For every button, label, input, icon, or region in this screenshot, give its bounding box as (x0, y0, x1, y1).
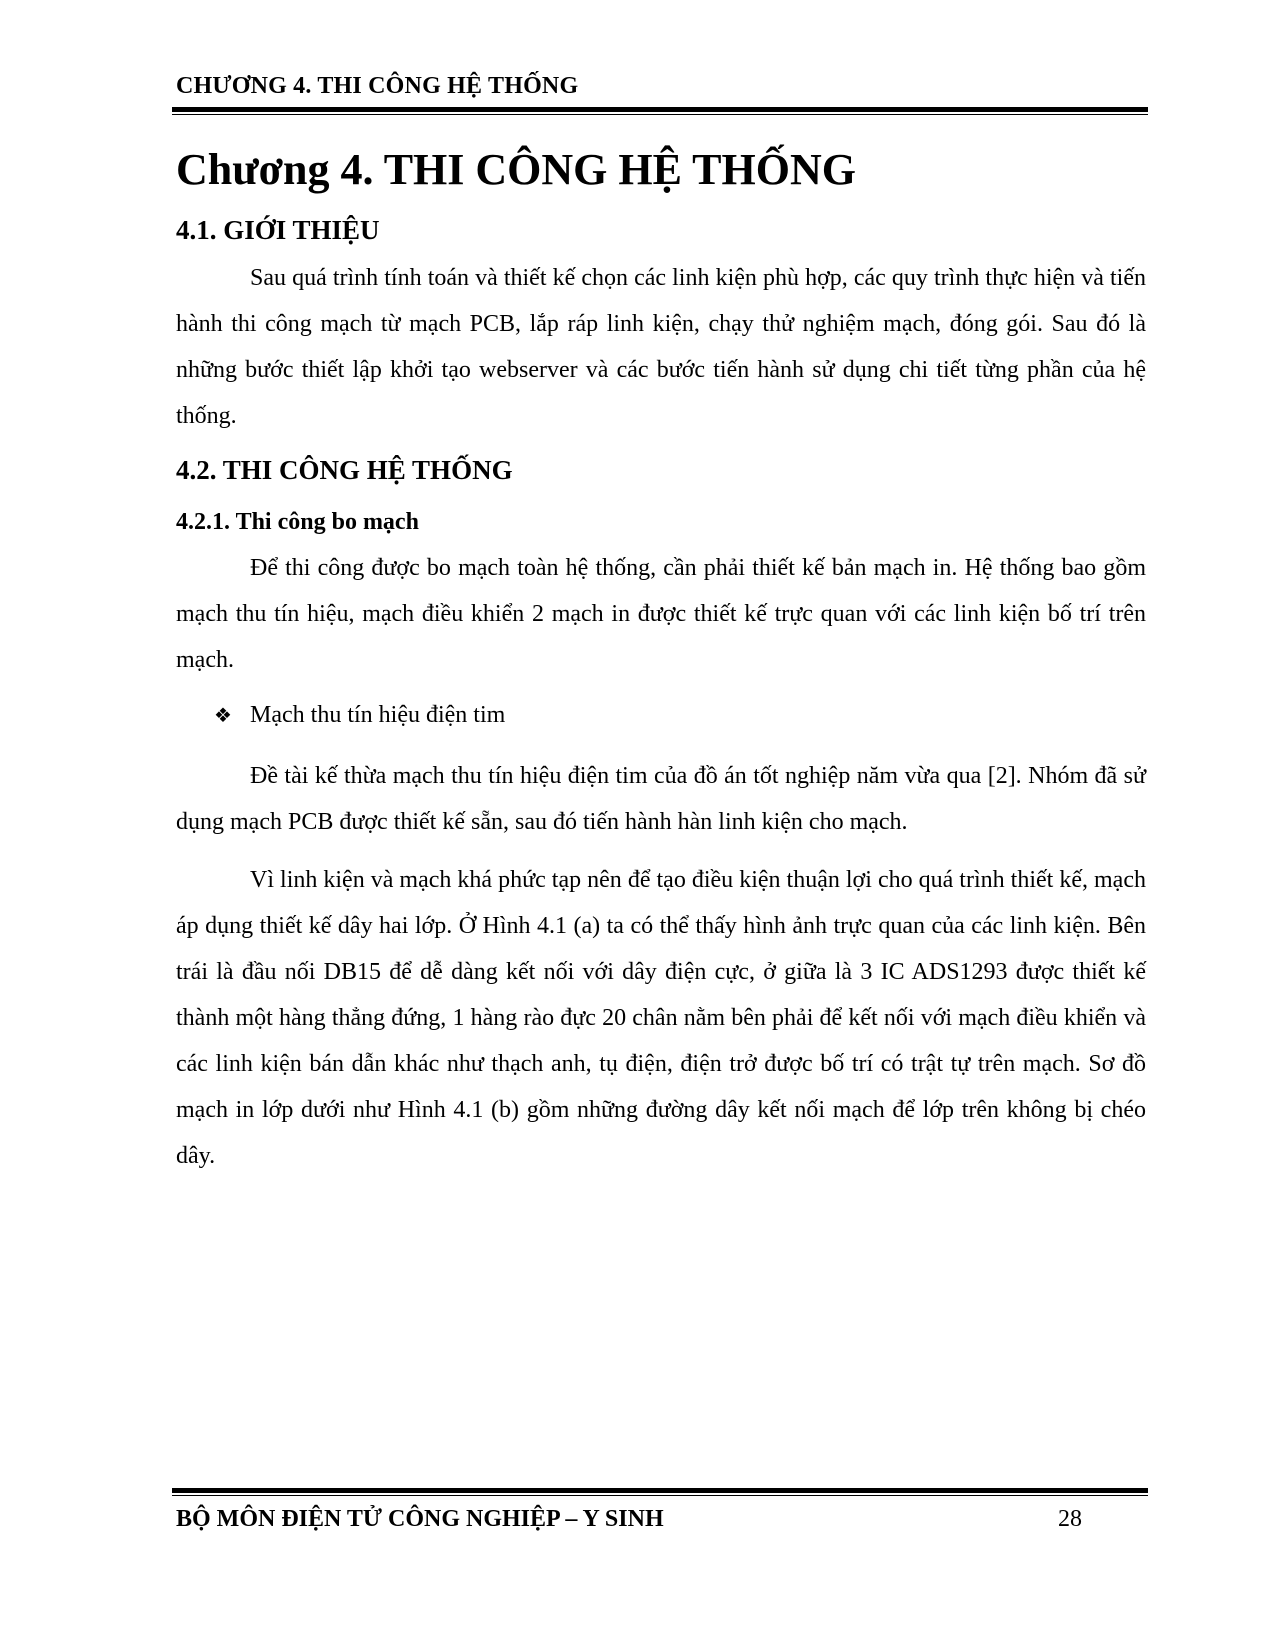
page-number: 28 (1058, 1506, 1082, 1532)
diamond-bullet-icon: ❖ (214, 703, 232, 727)
section-4-2-1-paragraph: Để thi công được bo mạch toàn hệ thống, cần phải thiết kế bản mạch in. Hệ thống bao gồm mạch thu tín hiệu, mạch điều khiển 2 mạch in được thiết kế trực quan với các linh kiện bố trí trên mạch. (176, 555, 1146, 673)
section-4-1-paragraph: Sau quá trình tính toán và thiết kế chọn các linh kiện phù hợp, các quy trình thực hiện và tiến hành thi công mạch từ mạch PCB, lắp ráp linh kiện, chạy thử nghiệm mạch, đóng gói. Sau đó là những bước thiết lập khởi tạo webserver và các bước tiến hành sử dụng chi tiết từng phần của hệ thống. (176, 265, 1146, 429)
section-4-2-heading: 4.2. THI CÔNG HỆ THỐNG (176, 455, 513, 485)
chapter-title: Chương 4. THI CÔNG HỆ THỐNG (176, 145, 856, 194)
footer-department: BỘ MÔN ĐIỆN TỬ CÔNG NGHIỆP – Y SINH (176, 1506, 664, 1532)
footer-rule-thin (172, 1495, 1148, 1496)
running-header: CHƯƠNG 4. THI CÔNG HỆ THỐNG (176, 73, 579, 99)
section-4-2-1-heading: 4.2.1. Thi công bo mạch (176, 509, 419, 535)
section-4-1-heading: 4.1. GIỚI THIỆU (176, 215, 380, 245)
header-rule (172, 107, 1148, 112)
bullet-label: Mạch thu tín hiệu điện tim (250, 702, 506, 728)
bullet-item (214, 703, 505, 727)
footer-rule (172, 1488, 1148, 1493)
ecg-paragraph: Đề tài kế thừa mạch thu tín hiệu điện tim của đồ án tốt nghiệp năm vừa qua [2]. Nhóm đã sử dụng mạch PCB được thiết kế sẵn, sau đó tiến hành hàn linh kiện cho mạch. (176, 763, 1146, 835)
header-rule-thin (172, 114, 1148, 115)
two-layer-paragraph: Vì linh kiện và mạch khá phức tạp nên để tạo điều kiện thuận lợi cho quá trình thiết kế, mạch áp dụng thiết kế dây hai lớp. Ở Hình 4.1 (a) ta có thể thấy hình ảnh trực quan của các linh kiện. Bên trái là đầu nối DB15 để dễ dàng kết nối với dây điện cực, ở giữa là 3 IC ADS1293 được thiết kế thành một hàng thẳng đứng, 1 hàng rào đực 20 chân nằm bên phải để kết nối với mạch điều khiển và các linh kiện bán dẫn khác như thạch anh, tụ điện, điện trở được bố trí có trật tự trên mạch. Sơ đồ mạch in lớp dưới như Hình 4.1 (b) gồm những đường dây kết nối mạch để lớp trên không bị chéo dây. (176, 867, 1146, 1169)
